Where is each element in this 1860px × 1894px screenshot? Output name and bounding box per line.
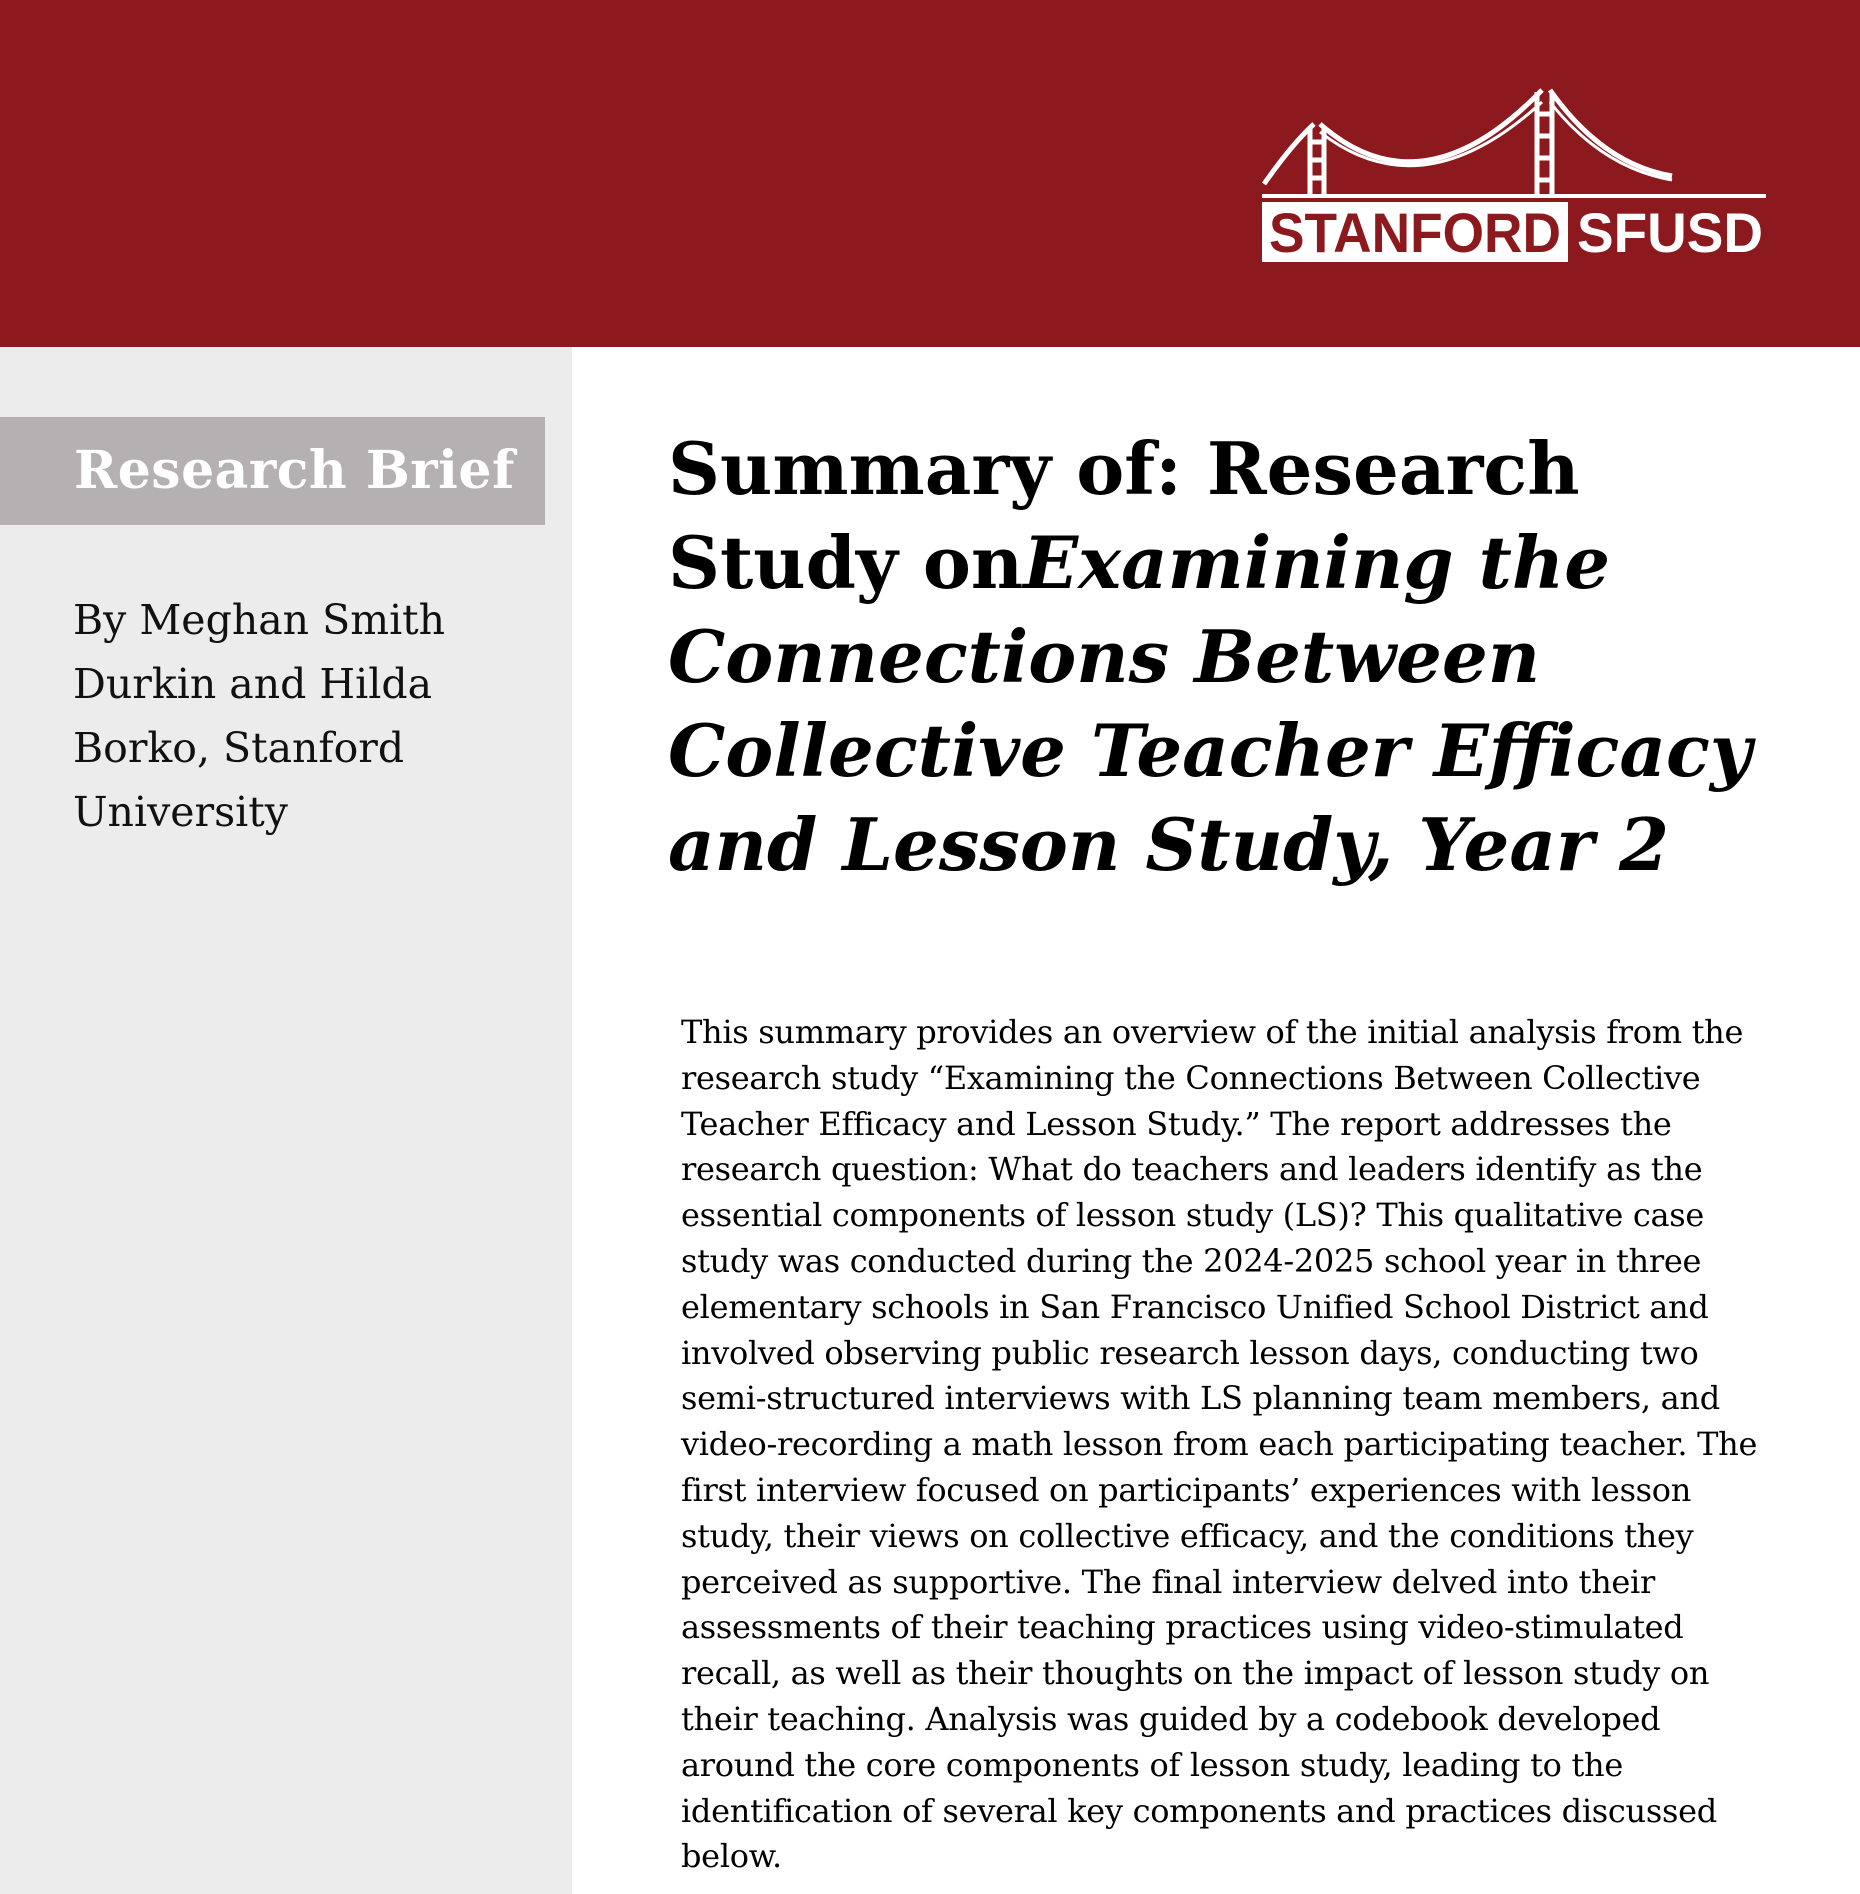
summary-paragraph: This summary provides an overview of the initial analysis from the research study “Examining the Connections Between Collective Teacher Efficacy and Lesson Study.” The report addresses the research question: What do teachers and leaders identify as the essential components of lesson study (LS)? This qualitative case study was conducted during the 2024-2025 school year in three elementary schools in San Francisco Unified School District and involved observing public research lesson days, conducting two semi-structured interviews with LS planning team members, and video-recording a math lesson from each participating teacher. The first interview focused on participants’ experiences with lesson study, their views on collective efficacy, and the conditions they perceived as supportive. The final interview delved into their assessments of their teaching practices using video-stimulated recall, as well as their thoughts on the impact of lesson study on their teaching. Analysis was guided by a codebook developed around the core components of lesson study, leading to the identification of several key components and practices discussed below. [681, 1013, 1758, 1876]
title-study-name: Examining the Connections Between Collective Teacher Efficacy and Lesson Study, Year 2 [668, 520, 1752, 887]
stanford-sfusd-logo [1262, 84, 1766, 264]
sidebar [0, 347, 572, 1894]
logo-stanford-text: STANFORD [1269, 201, 1561, 264]
logo-sfusd-text: SFUSD [1577, 201, 1763, 264]
title-prefix: Summary of: Research Study on [668, 426, 1580, 605]
research-brief-label: Research Brief [0, 417, 545, 525]
page-title [668, 422, 1788, 892]
golden-gate-bridge-icon [1262, 90, 1766, 196]
header-band [0, 0, 1860, 347]
authors-byline: By Meghan Smith Durkin and Hilda Borko, Stanford University [73, 596, 446, 836]
